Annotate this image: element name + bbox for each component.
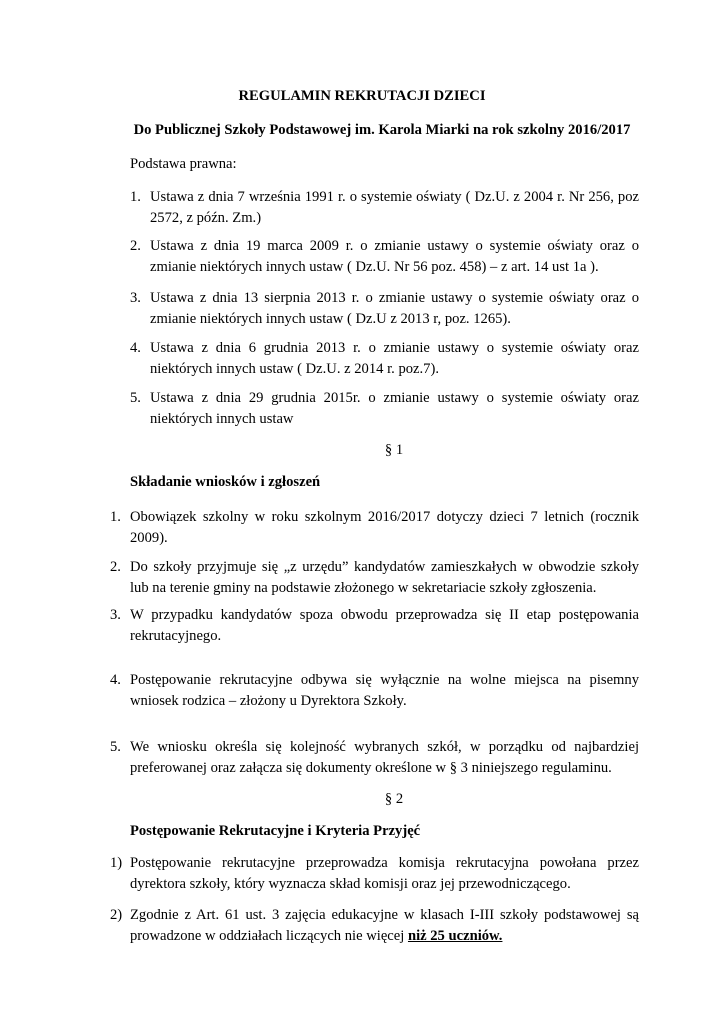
list-number: 4. (130, 340, 141, 356)
list-text: Postępowanie rekrutacyjne przeprowadza komisja rekrutacyjna powołana przez dyrektora szkoły, który wyznacza skład komisji oraz jej przewodniczącego. (130, 855, 639, 892)
list-number: 5. (110, 739, 121, 755)
list-text: Ustawa z dnia 6 grudnia 2013 r. o zmianie ustawy o systemie oświaty oraz niektórych innych ustaw ( Dz.U. z 2014 r. poz.7). (150, 340, 639, 377)
list-text: Do szkoły przyjmuje się „z urzędu” kandydatów zamieszkałych w obwodzie szkoły lub na terenie gminy na podstawie złożonego w sekretariacie szkoły zgłoszenia. (130, 559, 639, 596)
list-text: Obowiązek szkolny w roku szkolnym 2016/2017 dotyczy dzieci 7 letnich (rocznik 2009). (130, 509, 639, 546)
list-text: Ustawa z dnia 7 września 1991 r. o systemie oświaty ( Dz.U. z 2004 r. Nr 256, poz 2572, z późn. Zm.) (150, 189, 639, 226)
list-number: 2) (110, 907, 123, 923)
list-number: 1. (110, 509, 121, 525)
document-title: REGULAMIN REKRUTACJI DZIECI (238, 88, 486, 104)
section-heading: Postępowanie Rekrutacyjne i Kryteria Przyjęć (130, 823, 421, 839)
list-text: Ustawa z dnia 13 sierpnia 2013 r. o zmianie ustawy o systemie oświaty oraz o zmianie niektórych innych ustaw ( Dz.U z 2013 r, poz. 1265). (150, 290, 639, 327)
list-text: W przypadku kandydatów spoza obwodu przeprowadza się II etap postępowania rekrutacyjnego. (130, 607, 639, 644)
section-heading: Składanie wniosków i zgłoszeń (130, 474, 321, 490)
emphasized-limit: niż 25 uczniów. (407, 927, 503, 944)
list-number: 2. (110, 559, 121, 575)
list-number: 4. (110, 672, 121, 688)
list-text: Postępowanie rekrutacyjne odbywa się wyłącznie na wolne miejsca na pisemny wniosek rodzica – złożony u Dyrektora Szkoły. (130, 672, 639, 709)
section-mark: § 2 (384, 791, 404, 807)
list-number: 2. (130, 238, 141, 254)
list-number: 1) (110, 855, 123, 871)
list-text (130, 905, 639, 946)
list-number: 3. (130, 290, 141, 306)
list-number: 5. (130, 390, 141, 406)
list-text-main: Zgodnie z Art. 61 ust. 3 zajęcia edukacyjne w klasach I-III szkoły podstawowej są prowadzone w oddziałach liczących nie więcej (130, 907, 639, 944)
legal-basis-label: Podstawa prawna: (130, 156, 237, 172)
section-mark: § 1 (384, 442, 404, 458)
list-number: 1. (130, 189, 141, 205)
list-text: We wniosku określa się kolejność wybranych szkół, w porządku od najbardziej preferowanej oraz załącza się dokumenty określone w § 3 niniejszego regulaminu. (130, 739, 639, 776)
list-number: 3. (110, 607, 121, 623)
list-text: Ustawa z dnia 29 grudnia 2015r. o zmianie ustawy o systemie oświaty oraz niektórych innych ustaw (150, 390, 639, 427)
document-subtitle: Do Publicznej Szkoły Podstawowej im. Karola Miarki na rok szkolny 2016/2017 (133, 122, 631, 138)
list-text: Ustawa z dnia 19 marca 2009 r. o zmianie ustawy o systemie oświaty oraz o zmianie niektórych innych ustaw ( Dz.U. Nr 56 poz. 458) – z art. 14 ust 1a ). (150, 238, 639, 275)
